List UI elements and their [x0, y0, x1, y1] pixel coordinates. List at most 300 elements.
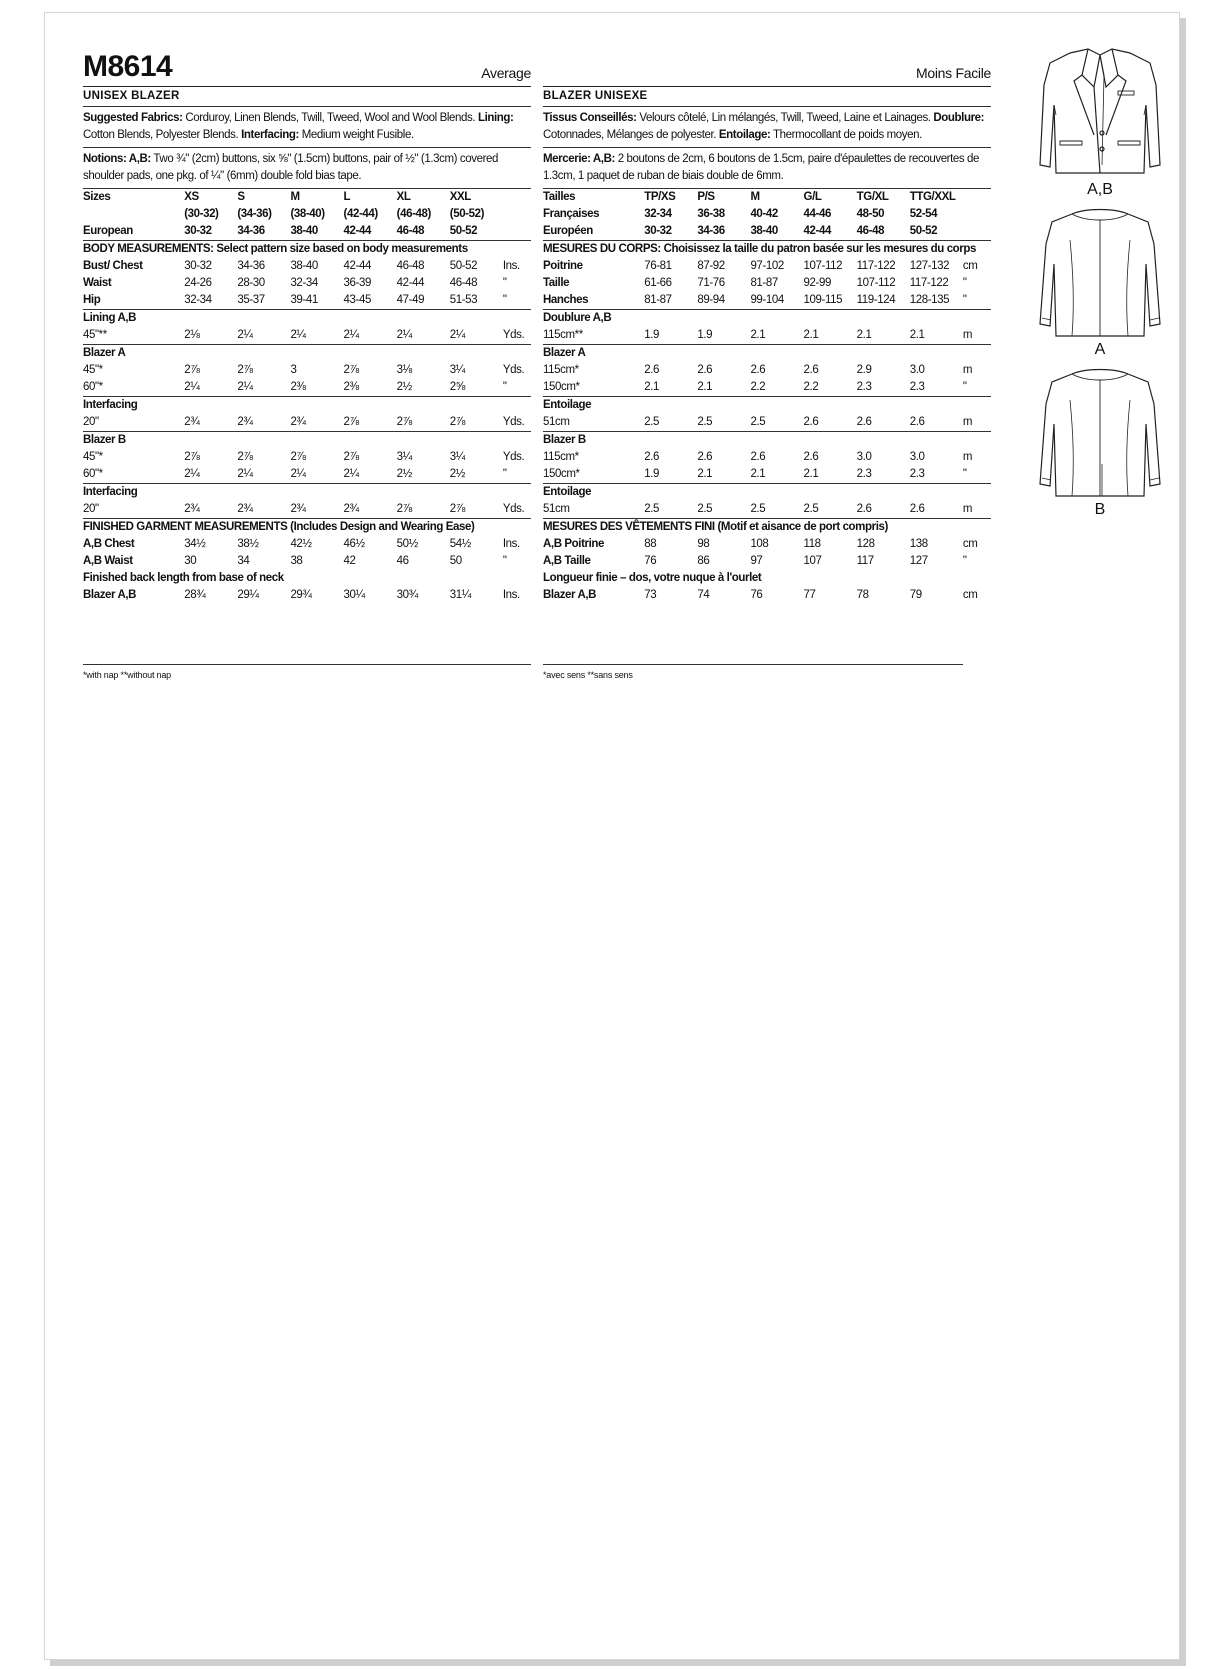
- row-value: 46: [396, 555, 409, 567]
- row-value: 2.5: [803, 503, 819, 515]
- row-value: 2.6: [909, 503, 925, 515]
- interfacing-label-fr: Entoilage:: [718, 129, 771, 141]
- row-label: 45"*: [83, 451, 103, 463]
- row-value: 71-76: [697, 277, 725, 289]
- european-size: 50-52: [449, 225, 478, 237]
- row-value: 2⅞: [396, 416, 412, 428]
- row-value: 2⅞: [237, 451, 253, 463]
- row-value: 81-87: [750, 277, 778, 289]
- pattern-code: M8614: [83, 50, 173, 83]
- size-range: 52-54: [909, 208, 938, 220]
- row-label: Taille: [543, 277, 570, 289]
- row-value: 2.6: [856, 503, 872, 515]
- row-value: 2.9: [856, 364, 872, 376]
- footnote: *with nap **without nap: [83, 664, 531, 684]
- garment-title: UNISEX BLAZER: [83, 86, 531, 106]
- row-unit: ": [502, 468, 507, 480]
- illustration-back-a: [1030, 200, 1170, 360]
- row-value: 79: [909, 589, 922, 601]
- row-value: 88: [644, 538, 657, 550]
- row-value: 2.1: [697, 381, 713, 393]
- row-value: 2⅞: [396, 503, 412, 515]
- row-value: 118: [803, 538, 821, 550]
- row-value: 97-102: [750, 260, 784, 272]
- row-value: 38½: [237, 538, 259, 550]
- european-size: 46-48: [396, 225, 425, 237]
- row-value: 97: [750, 555, 763, 567]
- european-size: 34-36: [237, 225, 265, 237]
- row-value: 2.5: [697, 416, 713, 428]
- row-value: 2.5: [750, 503, 766, 515]
- row-value: 2¾: [237, 503, 253, 515]
- row-unit: Ins.: [502, 538, 520, 550]
- row-value: 2¾: [290, 416, 306, 428]
- illustration-front: [1030, 45, 1170, 200]
- row-label: A,B Chest: [83, 538, 135, 550]
- row-unit: m: [962, 416, 973, 428]
- row-value: 2.5: [750, 416, 766, 428]
- row-value: 1.9: [644, 329, 660, 341]
- size-code: P/S: [697, 189, 750, 207]
- row-value: 29¼: [237, 589, 259, 601]
- row-label: 150cm*: [543, 381, 580, 393]
- row-value: 128: [856, 538, 875, 550]
- row-value: 2¼: [343, 329, 359, 341]
- interfacing-text: Medium weight Fusible.: [298, 129, 414, 141]
- row-value: 42½: [290, 538, 312, 550]
- body-fr: [543, 86, 991, 604]
- body-measurements-heading: BODY MEASUREMENTS: Select pattern size based on body measurements: [83, 241, 531, 259]
- finished-measurements-heading: MESURES DES VÊTEMENTS FINI (Motif et aisance de port compris): [543, 519, 991, 537]
- row-value: 89-94: [697, 294, 725, 306]
- fabrics-paragraph: [83, 106, 531, 147]
- row-value: 87-92: [697, 260, 725, 272]
- row-value: 107: [803, 555, 822, 567]
- row-unit: Yds.: [502, 451, 525, 463]
- illustration-label-a: A: [1094, 341, 1106, 358]
- interfacing-text-fr: Thermocollant de poids moyen.: [770, 129, 922, 141]
- row-value: 51-53: [449, 294, 478, 306]
- row-value: 50: [449, 555, 462, 567]
- back-length-heading: Finished back length from base of neck: [83, 572, 284, 584]
- european-size: 42-44: [803, 225, 831, 237]
- row-value: 30¼: [343, 589, 365, 601]
- row-unit: ": [502, 294, 507, 306]
- size-code: XXL: [450, 189, 503, 207]
- row-value: 2.6: [697, 451, 713, 463]
- row-value: 77: [803, 589, 816, 601]
- row-value: 2⅞: [343, 416, 359, 428]
- finished-measurements-heading: FINISHED GARMENT MEASUREMENTS (Includes Design and Wearing Ease): [83, 519, 531, 537]
- row-unit: ": [502, 555, 507, 567]
- row-value: 32-34: [184, 294, 212, 306]
- lining-heading: Doublure A,B: [543, 310, 991, 328]
- fabrics-text: Corduroy, Linen Blends, Twill, Tweed, Wool and Wool Blends.: [182, 112, 478, 124]
- size-range: (38-40): [290, 208, 325, 220]
- row-value: 2¾: [290, 503, 306, 515]
- garment-illustrations: [1030, 45, 1170, 520]
- row-unit: ": [962, 468, 967, 480]
- fabrics-label-fr: Tissus Conseillés:: [543, 112, 637, 124]
- row-value: 2⅛: [184, 329, 200, 341]
- blazer-a-heading: Blazer A: [83, 345, 531, 363]
- fabrics-text-fr: Velours côtelé, Lin mélangés, Twill, Tweed, Laine et Lainages.: [636, 112, 934, 124]
- row-unit: Ins.: [502, 589, 520, 601]
- size-range: 40-42: [750, 208, 778, 220]
- row-value: 34½: [184, 538, 206, 550]
- unit-cell: [503, 189, 531, 207]
- body-en: [83, 86, 531, 604]
- european-size: 30-32: [184, 225, 212, 237]
- sizes-row2-label: Françaises: [543, 208, 600, 220]
- row-value: 2.6: [803, 416, 819, 428]
- blazer-back-icon: [1030, 200, 1170, 340]
- blazer-b-heading: Blazer B: [543, 432, 991, 450]
- row-value: 2½: [396, 468, 412, 480]
- row-value: 99-104: [750, 294, 784, 306]
- row-value: 2¼: [290, 329, 306, 341]
- row-unit: m: [962, 364, 973, 376]
- row-value: 98: [697, 538, 710, 550]
- row-value: 1.9: [697, 329, 713, 341]
- row-label: 60"*: [83, 381, 103, 393]
- row-value: 42: [343, 555, 356, 567]
- unit-cell: [963, 189, 991, 207]
- row-unit: m: [962, 451, 973, 463]
- sizes-label: Sizes: [83, 189, 184, 207]
- row-value: 2.3: [909, 381, 925, 393]
- row-label: 45"*: [83, 364, 103, 376]
- row-value: 2⅞: [184, 451, 200, 463]
- row-value: 2.2: [803, 381, 819, 393]
- unit-cell: [503, 223, 531, 241]
- row-value: 30-32: [184, 260, 212, 272]
- back-length-heading: Longueur finie – dos, votre nuque à l'ourlet: [543, 572, 762, 584]
- row-value: 61-66: [644, 277, 672, 289]
- unit-cell: [963, 206, 991, 223]
- size-table-fr: [543, 188, 991, 604]
- row-label: 51cm: [543, 503, 570, 515]
- row-value: 43-45: [343, 294, 371, 306]
- row-value: 2.1: [750, 329, 766, 341]
- row-value: 30¾: [396, 589, 418, 601]
- row-value: 34: [237, 555, 250, 567]
- size-table-body-fr: [543, 189, 991, 605]
- row-value: 2⅞: [343, 451, 359, 463]
- row-unit: ": [962, 381, 967, 393]
- row-value: 2.6: [803, 364, 819, 376]
- row-value: 2.6: [697, 364, 713, 376]
- row-value: 46-48: [396, 260, 425, 272]
- row-value: 2.1: [644, 381, 660, 393]
- row-value: 2½: [449, 468, 465, 480]
- row-value: 3¼: [449, 451, 465, 463]
- size-range: (34-36): [237, 208, 272, 220]
- row-value: 46½: [343, 538, 365, 550]
- row-value: 127-132: [909, 260, 950, 272]
- row-value: 127: [909, 555, 928, 567]
- interfacing-a-heading: Interfacing: [83, 397, 531, 415]
- size-code: S: [237, 189, 290, 207]
- row-unit: Ins.: [502, 260, 520, 272]
- row-value: 31¼: [449, 589, 471, 601]
- row-value: 138: [909, 538, 928, 550]
- row-unit: ": [962, 294, 967, 306]
- european-size: 30-32: [644, 225, 672, 237]
- row-value: 36-39: [343, 277, 371, 289]
- european-size: 38-40: [750, 225, 778, 237]
- row-label: 60"*: [83, 468, 103, 480]
- size-range: (46-48): [396, 208, 431, 220]
- row-label: Blazer A,B: [83, 589, 137, 601]
- size-code: TP/XS: [644, 189, 697, 207]
- illustration-back-b: [1030, 360, 1170, 520]
- difficulty-level-fr: Moins Facile: [916, 65, 991, 81]
- row-label: Hip: [83, 294, 101, 306]
- row-value: 81-87: [644, 294, 672, 306]
- row-value: 2.3: [856, 381, 872, 393]
- row-value: 2¼: [237, 329, 253, 341]
- size-code: XS: [184, 189, 237, 207]
- size-code: XL: [397, 189, 450, 207]
- row-value: 107-112: [803, 260, 843, 272]
- row-value: 2¼: [290, 468, 306, 480]
- row-value: 2.6: [750, 364, 766, 376]
- row-value: 2¼: [237, 468, 253, 480]
- fabrics-paragraph-fr: [543, 106, 991, 147]
- row-value: 78: [856, 589, 869, 601]
- lining-text: Cotton Blends, Polyester Blends.: [83, 129, 242, 141]
- row-unit: cm: [962, 260, 978, 272]
- size-range: (30-32): [184, 208, 219, 220]
- row-label: 45"**: [83, 329, 107, 341]
- interfacing-label: Interfacing:: [241, 129, 299, 141]
- blazer-back-vent-icon: [1030, 360, 1170, 500]
- row-value: 2¼: [449, 329, 465, 341]
- row-unit: cm: [962, 538, 978, 550]
- row-value: 24-26: [184, 277, 212, 289]
- row-value: 54½: [449, 538, 471, 550]
- row-unit: Yds.: [502, 503, 525, 515]
- row-label: Waist: [83, 277, 112, 289]
- row-label: Hanches: [543, 294, 589, 306]
- interfacing-b-heading: Entoilage: [543, 484, 991, 502]
- row-value: 3¼: [449, 364, 465, 376]
- row-value: 50-52: [449, 260, 478, 272]
- notions-paragraph-fr: [543, 147, 991, 188]
- row-label: 115cm**: [543, 329, 583, 341]
- notions-label: Notions: A,B:: [83, 153, 151, 165]
- row-value: 2⅞: [290, 451, 306, 463]
- row-value: 2.6: [909, 416, 925, 428]
- blazer-b-heading: Blazer B: [83, 432, 531, 450]
- sizes-label: Tailles: [543, 189, 644, 207]
- row-value: 2¼: [184, 381, 200, 393]
- row-label: 150cm*: [543, 468, 580, 480]
- row-value: 2.6: [644, 364, 660, 376]
- row-value: 3.0: [909, 364, 925, 376]
- row-value: 117-122: [909, 277, 949, 289]
- size-range: 32-34: [644, 208, 672, 220]
- row-unit: ": [502, 277, 507, 289]
- lining-label-fr: Doublure:: [933, 112, 985, 124]
- fabrics-label: Suggested Fabrics:: [83, 112, 183, 124]
- unit-cell: [963, 223, 991, 241]
- row-value: 2.6: [803, 451, 819, 463]
- body-measurements-heading: MESURES DU CORPS: Choisissez la taille du patron basée sur les mesures du corps: [543, 241, 991, 259]
- size-code: L: [344, 189, 397, 207]
- notions-text-fr: 2 boutons de 2cm, 6 boutons de 1.5cm, paire d'épaulettes de recouvertes de 1.3cm, 1 paquet de ruban de biais double de 6mm.: [543, 153, 980, 182]
- row-label: 115cm*: [543, 364, 579, 376]
- row-value: 3: [290, 364, 297, 376]
- row-unit: ": [962, 555, 967, 567]
- row-value: 42-44: [396, 277, 425, 289]
- row-value: 2¾: [184, 416, 200, 428]
- lining-text-fr: Cotonnades, Mélanges de polyester.: [543, 129, 719, 141]
- row-unit: ": [502, 381, 507, 393]
- row-label: A,B Poitrine: [543, 538, 605, 550]
- size-range: (50-52): [449, 208, 485, 220]
- size-code: TG/XL: [857, 189, 910, 207]
- row-value: 3⅛: [396, 364, 412, 376]
- row-value: 2⅜: [290, 381, 306, 393]
- row-unit: Yds.: [502, 416, 525, 428]
- row-unit: m: [962, 503, 973, 515]
- row-value: 2⅞: [449, 416, 465, 428]
- european-size: 50-52: [909, 225, 938, 237]
- row-value: 3.0: [856, 451, 872, 463]
- row-value: 50½: [396, 538, 418, 550]
- row-value: 34-36: [237, 260, 265, 272]
- notions-label-fr: Mercerie: A,B:: [543, 153, 615, 165]
- size-code: M: [290, 189, 343, 207]
- row-value: 28¾: [184, 589, 206, 601]
- european-size: 46-48: [856, 225, 885, 237]
- row-value: 86: [697, 555, 710, 567]
- row-value: 2.5: [697, 503, 713, 515]
- row-label: 51cm: [543, 416, 570, 428]
- illustration-label-b: B: [1094, 501, 1106, 518]
- row-value: 76: [644, 555, 657, 567]
- garment-title-fr: BLAZER UNISEXE: [543, 86, 991, 106]
- row-value: 2.6: [750, 451, 766, 463]
- european-size: 34-36: [697, 225, 725, 237]
- european-label: Européen: [543, 225, 593, 237]
- row-unit: m: [962, 329, 973, 341]
- row-value: 2¼: [237, 381, 253, 393]
- row-value: 38-40: [290, 260, 318, 272]
- notions-text: Two ¾" (2cm) buttons, six ⅝" (1.5cm) buttons, pair of ½" (1.3cm) covered shoulder pads, one pkg. of ¼" (6mm) double fold bias tape.: [83, 153, 498, 182]
- row-value: 2¼: [343, 468, 359, 480]
- row-value: 1.9: [644, 468, 660, 480]
- row-value: 39-41: [290, 294, 318, 306]
- unit-cell: [503, 206, 531, 223]
- row-label: Blazer A,B: [543, 589, 597, 601]
- row-value: 47-49: [396, 294, 425, 306]
- row-value: 29¾: [290, 589, 312, 601]
- row-label: A,B Waist: [83, 555, 133, 567]
- size-code: G/L: [804, 189, 857, 207]
- row-value: 2⅞: [343, 364, 359, 376]
- row-value: 117: [856, 555, 874, 567]
- row-unit: cm: [962, 589, 978, 601]
- row-value: 32-34: [290, 277, 318, 289]
- size-range: 36-38: [697, 208, 725, 220]
- row-label: 115cm*: [543, 451, 579, 463]
- row-value: 73: [644, 589, 657, 601]
- row-value: 2.6: [856, 416, 872, 428]
- row-value: 2.1: [909, 329, 925, 341]
- row-value: 117-122: [856, 260, 896, 272]
- sizes-row2-label: [83, 206, 184, 223]
- row-value: 2.3: [909, 468, 925, 480]
- row-value: 2.1: [803, 468, 819, 480]
- row-value: 42-44: [343, 260, 371, 272]
- row-value: 128-135: [909, 294, 950, 306]
- row-value: 2.5: [644, 503, 660, 515]
- row-value: 2½: [396, 381, 412, 393]
- row-unit: ": [962, 277, 967, 289]
- row-value: 2.6: [644, 451, 660, 463]
- row-label: Bust/ Chest: [83, 260, 143, 272]
- row-value: 119-124: [856, 294, 896, 306]
- row-value: 2.2: [750, 381, 766, 393]
- size-range: 44-46: [803, 208, 831, 220]
- illustration-label: A,B: [1087, 181, 1113, 198]
- notions-paragraph: [83, 147, 531, 188]
- blazer-a-heading: Blazer A: [543, 345, 991, 363]
- row-value: 2¼: [396, 329, 412, 341]
- size-range: 48-50: [856, 208, 885, 220]
- row-value: 28-30: [237, 277, 265, 289]
- row-unit: Yds.: [502, 329, 525, 341]
- row-value: 2⅞: [184, 364, 200, 376]
- row-value: 109-115: [803, 294, 843, 306]
- interfacing-a-heading: Entoilage: [543, 397, 991, 415]
- lining-label: Lining:: [477, 112, 514, 124]
- footnote-fr: *avec sens **sans sens: [543, 664, 963, 684]
- row-value: 2.5: [644, 416, 660, 428]
- european-size: 38-40: [290, 225, 318, 237]
- row-value: 35-37: [237, 294, 265, 306]
- row-label: 20": [83, 416, 99, 428]
- row-value: 38: [290, 555, 303, 567]
- row-unit: Yds.: [502, 364, 525, 376]
- row-value: 2.1: [697, 468, 713, 480]
- difficulty-level: Average: [481, 65, 531, 81]
- row-value: 108: [750, 538, 769, 550]
- row-value: 30: [184, 555, 197, 567]
- row-value: 2⅞: [237, 364, 253, 376]
- row-value: 2.1: [856, 329, 872, 341]
- lining-heading: Lining A,B: [83, 310, 531, 328]
- row-value: 2¼: [184, 468, 200, 480]
- row-value: 92-99: [803, 277, 831, 289]
- size-range: (42-44): [343, 208, 378, 220]
- european-size: 42-44: [343, 225, 371, 237]
- header-en: [83, 50, 531, 86]
- row-value: 2.1: [750, 468, 766, 480]
- row-value: 46-48: [449, 277, 478, 289]
- size-code: TTG/XXL: [910, 189, 963, 207]
- row-value: 2.3: [856, 468, 872, 480]
- interfacing-b-heading: Interfacing: [83, 484, 531, 502]
- size-table-body: [83, 189, 531, 605]
- size-table: [83, 188, 531, 604]
- row-value: 3¼: [396, 451, 412, 463]
- row-value: 2¾: [184, 503, 200, 515]
- size-code: M: [750, 189, 803, 207]
